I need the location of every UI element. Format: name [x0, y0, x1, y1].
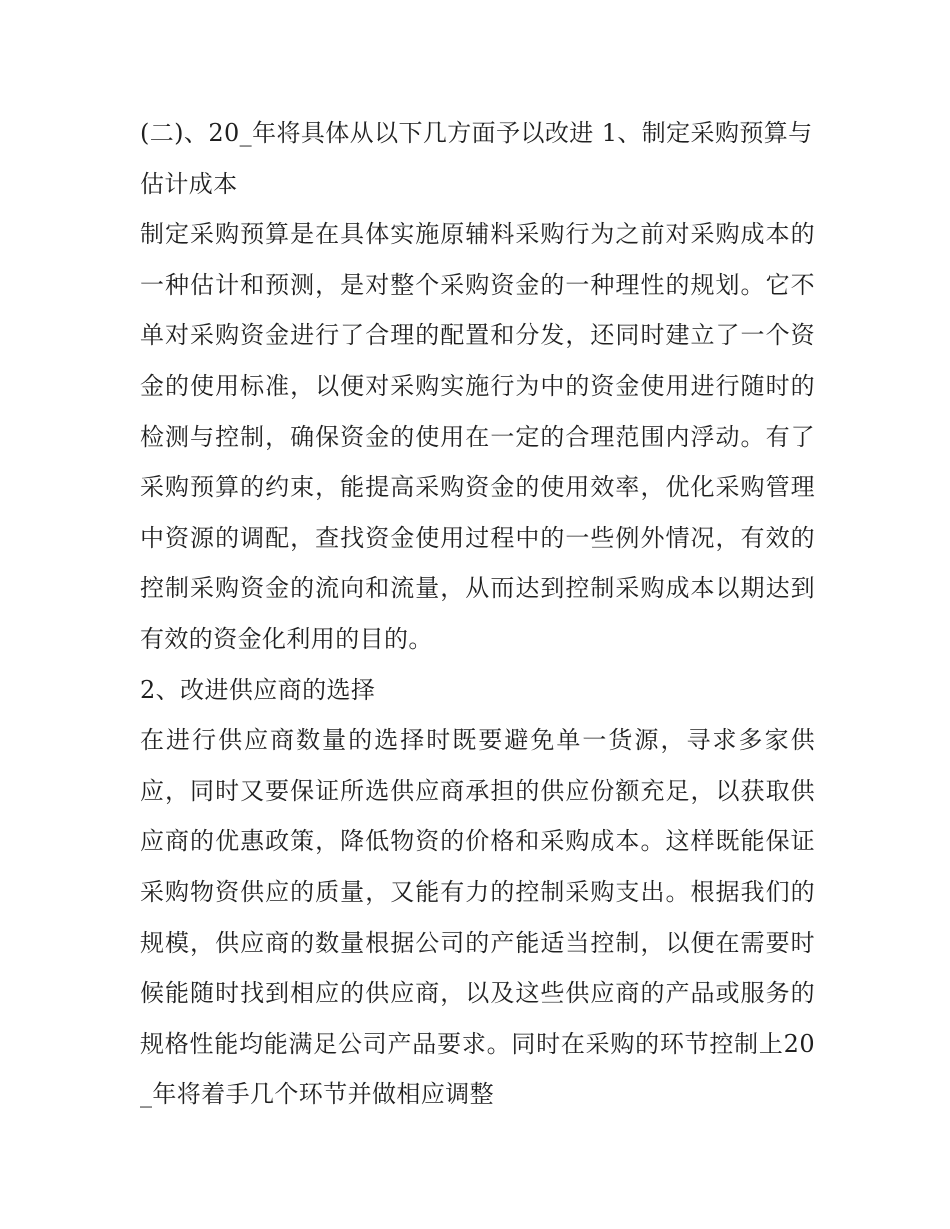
- paragraph-supplier-selection: 在进行供应商数量的选择时既要避免单一货源，寻求多家供应，同时又要保证所选供应商承担的供应份额充足，以获取供应商的优惠政策，降低物资的价格和采购成本。这样既能保证采购物资供应的质量，又能有力的控制采购支出。根据我们的规模，供应商的数量根据公司的产能适当控制，以便在需要时候能随时找到相应的供应商，以及这些供应商的产品或服务的规格性能均能满足公司产品要求。同时在采购的环节控制上20_年将着手几个环节并做相应调整: [140, 726, 815, 1109]
- document-page: [140, 108, 815, 1120]
- paragraph-purchase-budget: 制定采购预算是在具体实施原辅料采购行为之前对采购成本的一种估计和预测，是对整个采购资金的一种理性的规划。它不单对采购资金进行了合理的配置和分发，还同时建立了一个资金的使用标准，以便对采购实施行为中的资金使用进行随时的检测与控制，确保资金的使用在一定的合理范围内浮动。有了采购预算的约束，能提高采购资金的使用效率，优化采购管理中资源的调配，查找资金使用过程中的一些例外情况，有效的控制采购资金的流向和流量，从而达到控制采购成本以期达到有效的资金化利用的目的。: [140, 220, 815, 653]
- subheading-supplier-selection: 2、改进供应商的选择: [140, 675, 376, 704]
- section-heading: (二)、20_年将具体从以下几方面予以改进 1、制定采购预算与估计成本: [140, 119, 813, 198]
